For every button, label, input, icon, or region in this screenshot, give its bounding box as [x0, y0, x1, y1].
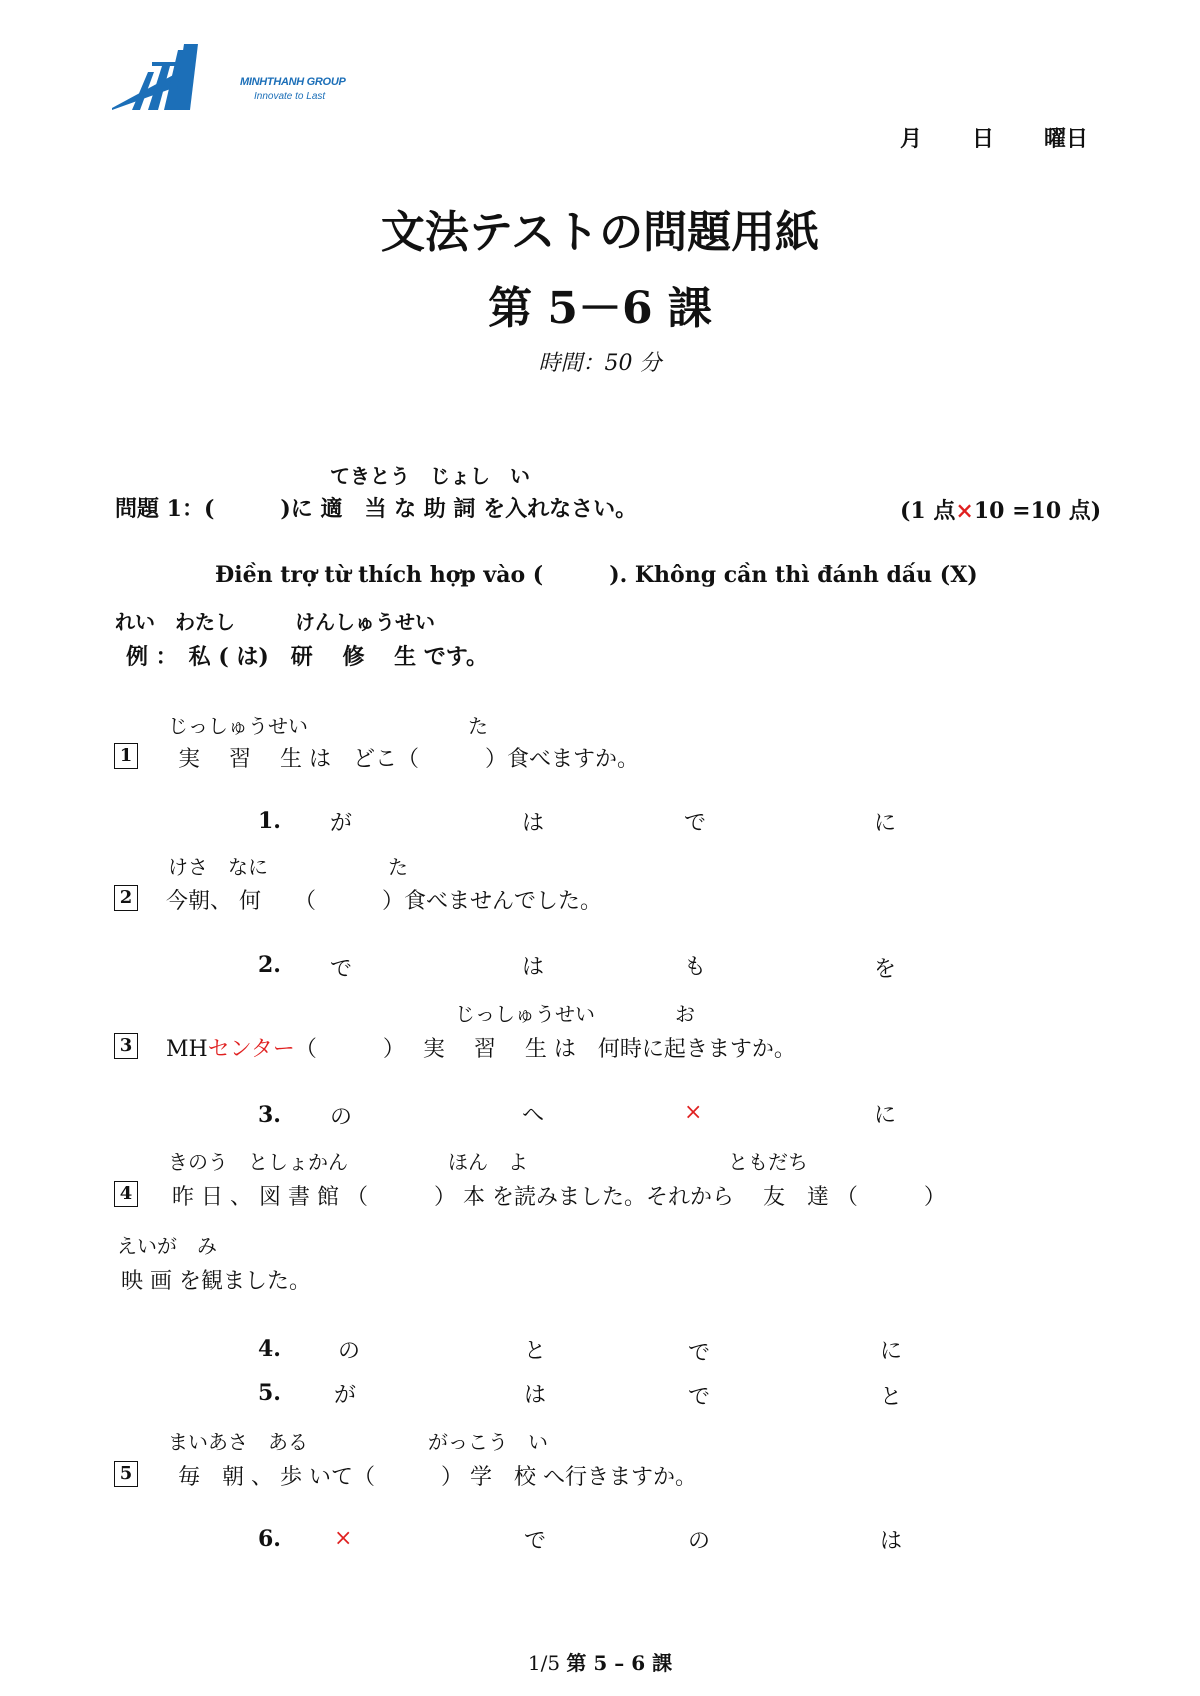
q4-sentence-2: 映 画 を観ました。 — [121, 1269, 311, 1294]
logo-name: MINHTHANH GROUP — [240, 76, 346, 88]
q1-option-number: 1. — [258, 808, 281, 834]
q6-option-d[interactable]: は — [880, 1529, 903, 1554]
q3-number: 3 — [114, 1033, 138, 1059]
page-number: 1/5 — [527, 1651, 561, 1675]
q2-sentence: 今朝、 何 （ ）食べませんでした。 — [166, 889, 602, 914]
q4-option-number: 4. — [258, 1336, 281, 1362]
q3-option-d[interactable]: に — [874, 1103, 897, 1128]
q3-option-number: 3. — [258, 1102, 281, 1128]
example-ruby: れい わたし けんしゅうせい — [115, 610, 435, 634]
q1-option-b[interactable]: は — [522, 811, 545, 836]
q4-ruby: きのう としょかん ほん よ ともだち — [168, 1150, 808, 1174]
q4-ruby-2: えいが み — [117, 1234, 217, 1258]
q3-option-a[interactable]: の — [330, 1105, 353, 1130]
q6-option-number: 6. — [258, 1526, 281, 1552]
q4-option-b[interactable]: と — [524, 1339, 547, 1364]
q2-number: 2 — [114, 885, 138, 911]
q3-ruby: じっしゅうせい お — [455, 1002, 695, 1026]
q2-ruby: けさ なに た — [168, 855, 408, 879]
q2-option-b[interactable]: は — [522, 955, 545, 980]
footer-lesson: 第 5 – 6 課 — [566, 1651, 673, 1675]
problem1-instruction: Điền trợ từ thích hợp vào ( ). Không cần thì đánh dấu (X) — [215, 562, 978, 588]
date-day: 日 — [972, 126, 995, 152]
q4-option-d[interactable]: に — [880, 1339, 903, 1364]
q1-number: 1 — [114, 743, 138, 769]
logo-tagline: Innovate to Last — [254, 91, 326, 102]
date-weekday: 曜日 — [1044, 126, 1089, 152]
example-sentence: 例 ： 私 ( は) 研 修 生 です。 — [126, 644, 489, 670]
q2-option-number: 2. — [258, 952, 281, 978]
q4-number: 4 — [114, 1181, 138, 1207]
q5-option-c[interactable]: で — [688, 1385, 711, 1410]
q2-option-a[interactable]: で — [330, 957, 353, 982]
q1-option-a[interactable]: が — [330, 811, 353, 836]
problem1-label: 問題 1：( )に 適 当 な 助 詞 を入れなさい。 — [115, 496, 638, 522]
q3-option-b[interactable]: へ — [522, 1103, 545, 1128]
q6-option-b[interactable]: で — [524, 1529, 547, 1554]
problem1-score: (1 点×10 =10 点) — [900, 498, 1102, 524]
q5-option-a[interactable]: が — [334, 1383, 357, 1408]
q1-sentence: 実 習 生 は どこ（ ）食べますか。 — [178, 747, 639, 772]
q6-option-a[interactable]: × — [334, 1526, 353, 1551]
q5-option-b[interactable]: は — [524, 1383, 547, 1408]
q1-option-c[interactable]: で — [684, 811, 707, 836]
q6-option-c[interactable]: の — [688, 1529, 711, 1554]
q5-ruby: まいあさ ある がっこう い — [168, 1430, 548, 1454]
q3-option-c[interactable]: × — [684, 1100, 703, 1125]
time-limit: 時間：50 分 — [538, 351, 662, 376]
q4-option-a[interactable]: の — [338, 1339, 361, 1364]
problem1-ruby: てきとう じょし い — [330, 464, 530, 488]
q5-option-d[interactable]: と — [880, 1385, 903, 1410]
date-month: 月 — [900, 126, 923, 152]
q1-ruby: じっしゅうせい た — [168, 714, 488, 738]
q5-sentence: 毎 朝 、 歩 いて（ ） 学 校 へ行きますか。 — [178, 1465, 697, 1490]
q2-option-c[interactable]: も — [684, 955, 707, 980]
page-footer — [0, 1647, 1200, 1676]
lesson-title: 第 5－6 課 — [488, 283, 712, 334]
q1-option-d[interactable]: に — [874, 811, 897, 836]
q5-number: 5 — [114, 1461, 138, 1487]
q4-option-c[interactable]: で — [688, 1341, 711, 1366]
q4-sentence: 昨 日 、 図 書 館 （ ） 本 を読みました。それから 友 達 （ ） — [172, 1185, 946, 1210]
q3-sentence: MHセンター（ ） 実 習 生 は 何時に起きますか。 — [166, 1037, 796, 1062]
q5-option-number: 5. — [258, 1380, 281, 1406]
q2-option-d[interactable]: を — [874, 957, 897, 982]
page-title: 文法テストの問題用紙 — [380, 207, 820, 258]
